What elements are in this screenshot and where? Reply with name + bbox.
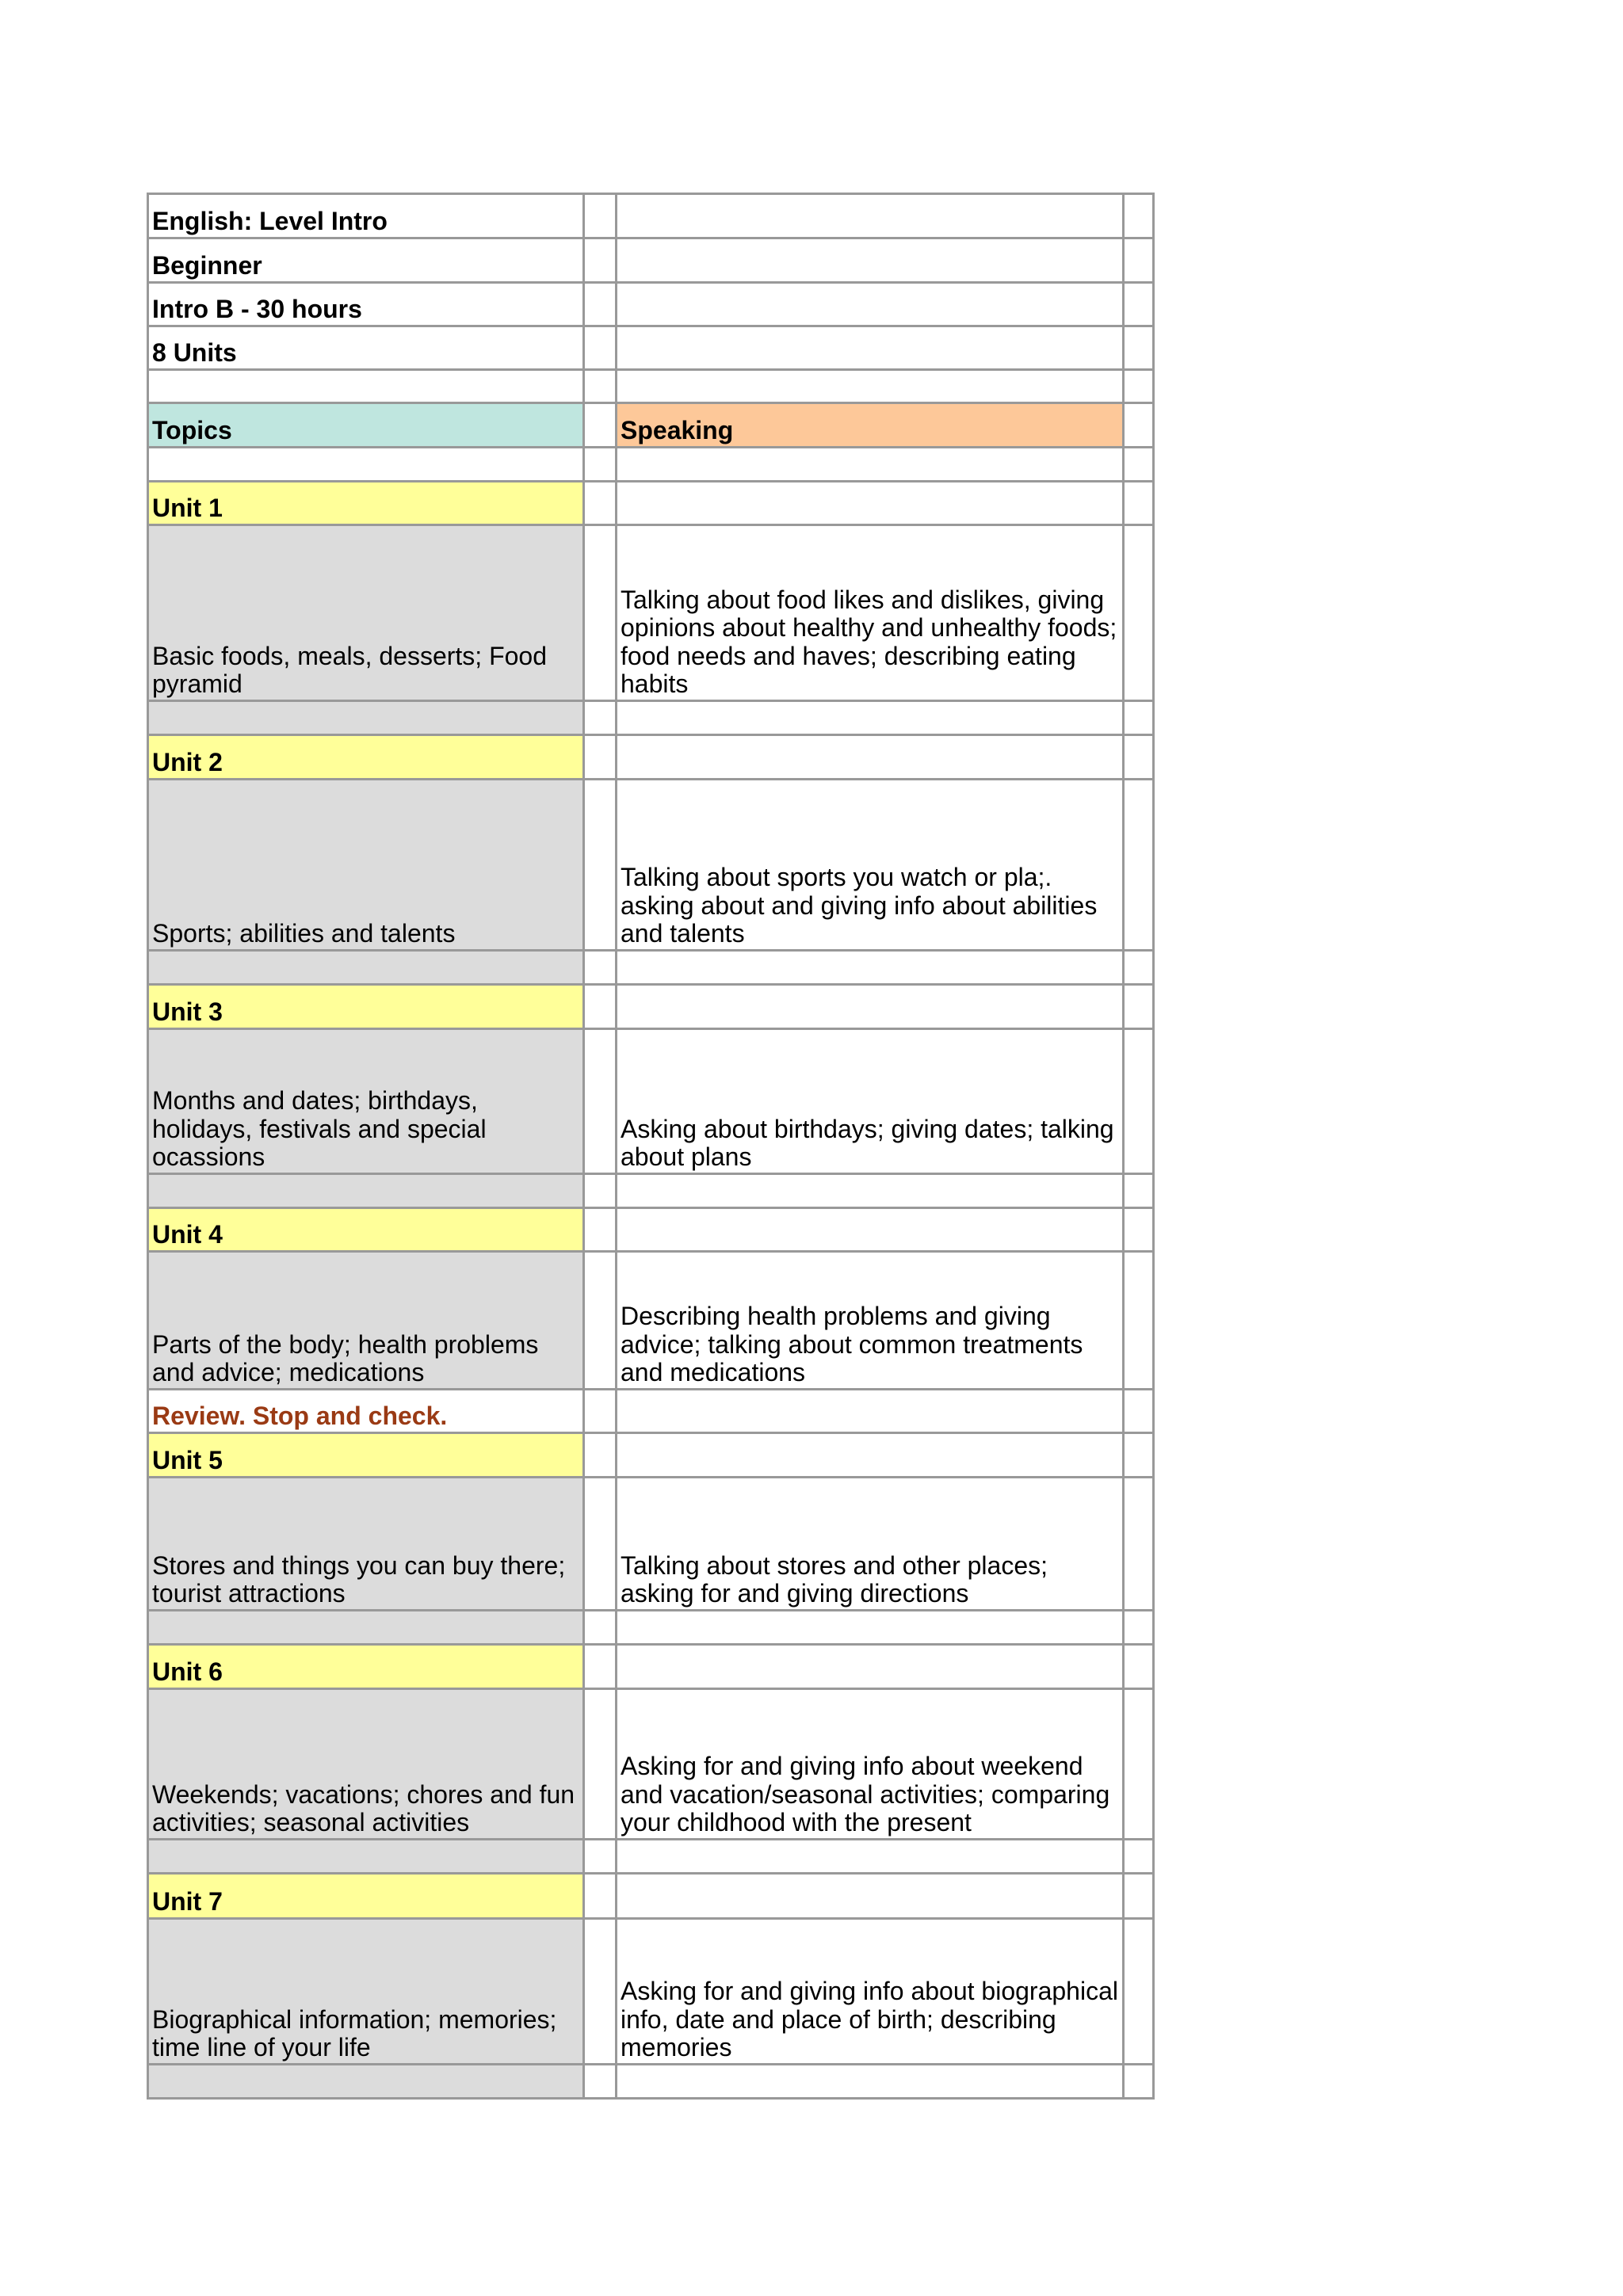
spacer-row (148, 2065, 1154, 2099)
spacer-row (148, 1840, 1154, 1874)
unit-topic: Basic foods, meals, desserts; Food pyramid (148, 525, 584, 701)
unit-topic: Sports; abilities and talents (148, 780, 584, 951)
spacer-row (148, 951, 1154, 985)
course-hours: Intro B - 30 hours (148, 283, 584, 326)
review-label: Review. Stop and check. (148, 1390, 584, 1433)
spacer-row (148, 1611, 1154, 1645)
speaking-header: Speaking (617, 403, 1124, 448)
unit-topic: Parts of the body; health problems and advice; medications (148, 1252, 584, 1390)
unit-topic: Stores and things you can buy there; tourist attractions (148, 1478, 584, 1611)
title-row (148, 194, 1154, 238)
unit-label: Unit 7 (148, 1874, 584, 1919)
unit-label: Unit 3 (148, 985, 584, 1029)
unit-label: Unit 5 (148, 1433, 584, 1478)
unit-speaking: Talking about food likes and dislikes, giving opinions about healthy and unhealthy foods; food needs and haves; describing eating habits (617, 525, 1124, 701)
unit-content-row (148, 1478, 1154, 1611)
unit-label: Unit 6 (148, 1645, 584, 1689)
unit-content-row (148, 780, 1154, 951)
unit-row (148, 735, 1154, 780)
unit-topic: Biographical information; memories; time line of your life (148, 1919, 584, 2065)
course-title: English: Level Intro (148, 194, 584, 238)
unit-speaking: Asking about birthdays; giving dates; talking about plans (617, 1029, 1124, 1174)
unit-label: Unit 4 (148, 1208, 584, 1252)
unit-content-row (148, 1252, 1154, 1390)
unit-speaking: Talking about sports you watch or pla;. asking about and giving info about abilities and talents (617, 780, 1124, 951)
unit-content-row (148, 1919, 1154, 2065)
unit-speaking: Asking for and giving info about weekend and vacation/seasonal activities; comparing your childhood with the present (617, 1689, 1124, 1840)
course-row (148, 283, 1154, 326)
unit-row (148, 1433, 1154, 1478)
unit-speaking: Describing health problems and giving advice; talking about common treatments and medications (617, 1252, 1124, 1390)
units-count: 8 Units (148, 326, 584, 370)
units-count-row (148, 326, 1154, 370)
unit-label: Unit 1 (148, 482, 584, 525)
review-row (148, 1390, 1154, 1433)
syllabus-table (147, 193, 1155, 2100)
unit-content-row (148, 525, 1154, 701)
unit-row (148, 482, 1154, 525)
unit-speaking: Asking for and giving info about biographical info, date and place of birth; describing memories (617, 1919, 1124, 2065)
course-level: Beginner (148, 238, 584, 283)
unit-label: Unit 2 (148, 735, 584, 780)
unit-row (148, 1874, 1154, 1919)
unit-topic: Weekends; vacations; chores and fun activities; seasonal activities (148, 1689, 584, 1840)
spacer-row (148, 1174, 1154, 1208)
unit-row (148, 1208, 1154, 1252)
unit-content-row (148, 1029, 1154, 1174)
topics-header: Topics (148, 403, 584, 448)
level-row (148, 238, 1154, 283)
spacer-row (148, 448, 1154, 482)
spacer-row (148, 370, 1154, 403)
unit-row (148, 1645, 1154, 1689)
column-header-row (148, 403, 1154, 448)
spacer-row (148, 701, 1154, 735)
unit-topic: Months and dates; birthdays, holidays, festivals and special ocassions (148, 1029, 584, 1174)
unit-row (148, 985, 1154, 1029)
unit-content-row (148, 1689, 1154, 1840)
unit-speaking: Talking about stores and other places; asking for and giving directions (617, 1478, 1124, 1611)
